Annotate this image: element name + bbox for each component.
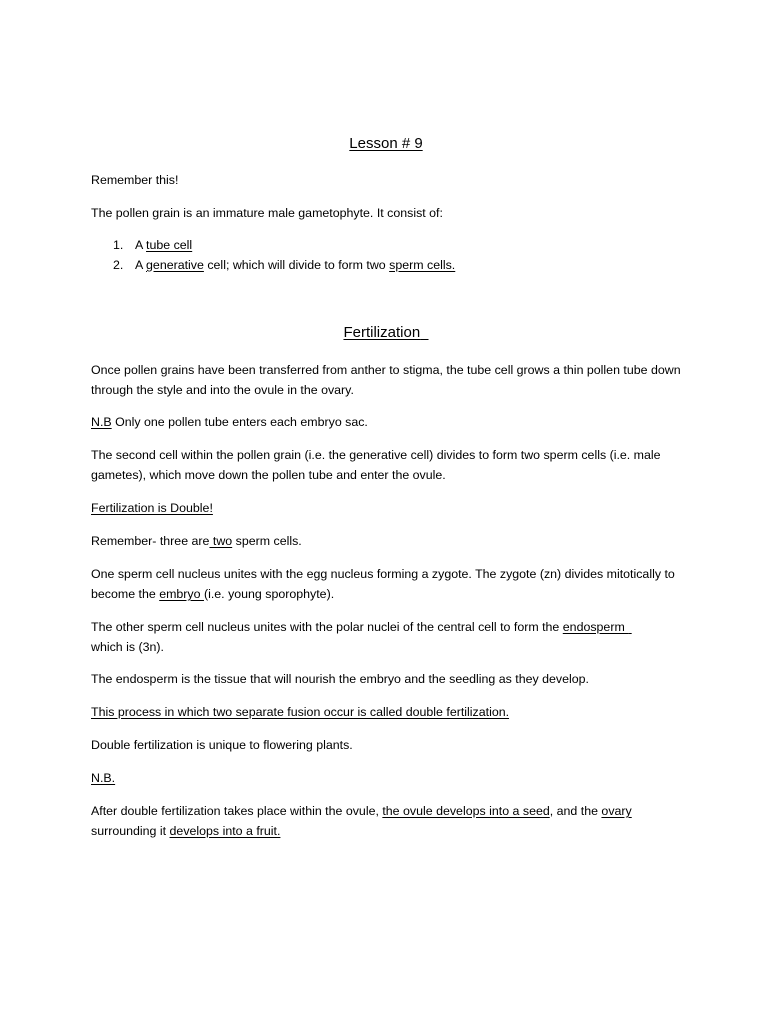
- list-item: 1. A tube cell: [113, 238, 193, 252]
- paragraph-endosperm: The other sperm cell nucleus unites with the polar nuclei of the central cell to form the endosperm which is (3n).: [91, 620, 629, 654]
- paragraph-seed-fruit: After double fertilization takes place within the ovule, the ovule develops into a seed, and the ovary surrounding it develops into a fruit.: [91, 804, 632, 838]
- paragraph-endosperm-tissue: The endosperm is the tissue that will nourish the embryo and the seedling as they develop.: [91, 672, 589, 686]
- paragraph-second-cell: The second cell within the pollen grain (i.e. the generative cell) divides to form two sperm cells (i.e. male gametes), which move down the pollen tube and enter the ovule.: [91, 448, 661, 482]
- nb-label: N.B.: [91, 771, 116, 785]
- remember-two-sperm: Remember- three are two sperm cells.: [91, 534, 302, 548]
- paragraph-unique: Double fertilization is unique to flowering plants.: [91, 738, 353, 752]
- lesson-title: Lesson # 9: [349, 135, 423, 152]
- nb-paragraph: N.B Only one pollen tube enters each embryo sac.: [91, 415, 368, 429]
- list-item: 2. A generative cell; which will divide to form two sperm cells.: [113, 258, 456, 272]
- double-fertilization-heading: Fertilization is Double!: [91, 501, 213, 515]
- fertilization-title: Fertilization: [343, 324, 421, 341]
- intro-paragraph: The pollen grain is an immature male gametophyte. It consist of:: [91, 206, 443, 220]
- cell-list: [91, 235, 681, 275]
- remember-heading: Remember this!: [91, 173, 179, 187]
- double-fertilization-definition: This process in which two separate fusion occur is called double fertilization.: [91, 705, 510, 719]
- paragraph-zygote: One sperm cell nucleus unites with the egg nucleus forming a zygote. The zygote (zn) divides mitotically to become the embryo (i.e. young sporophyte).: [91, 567, 675, 601]
- paragraph-pollen-tube: Once pollen grains have been transferred from anther to stigma, the tube cell grows a thin pollen tube down through the style and into the ovule in the ovary.: [91, 363, 681, 397]
